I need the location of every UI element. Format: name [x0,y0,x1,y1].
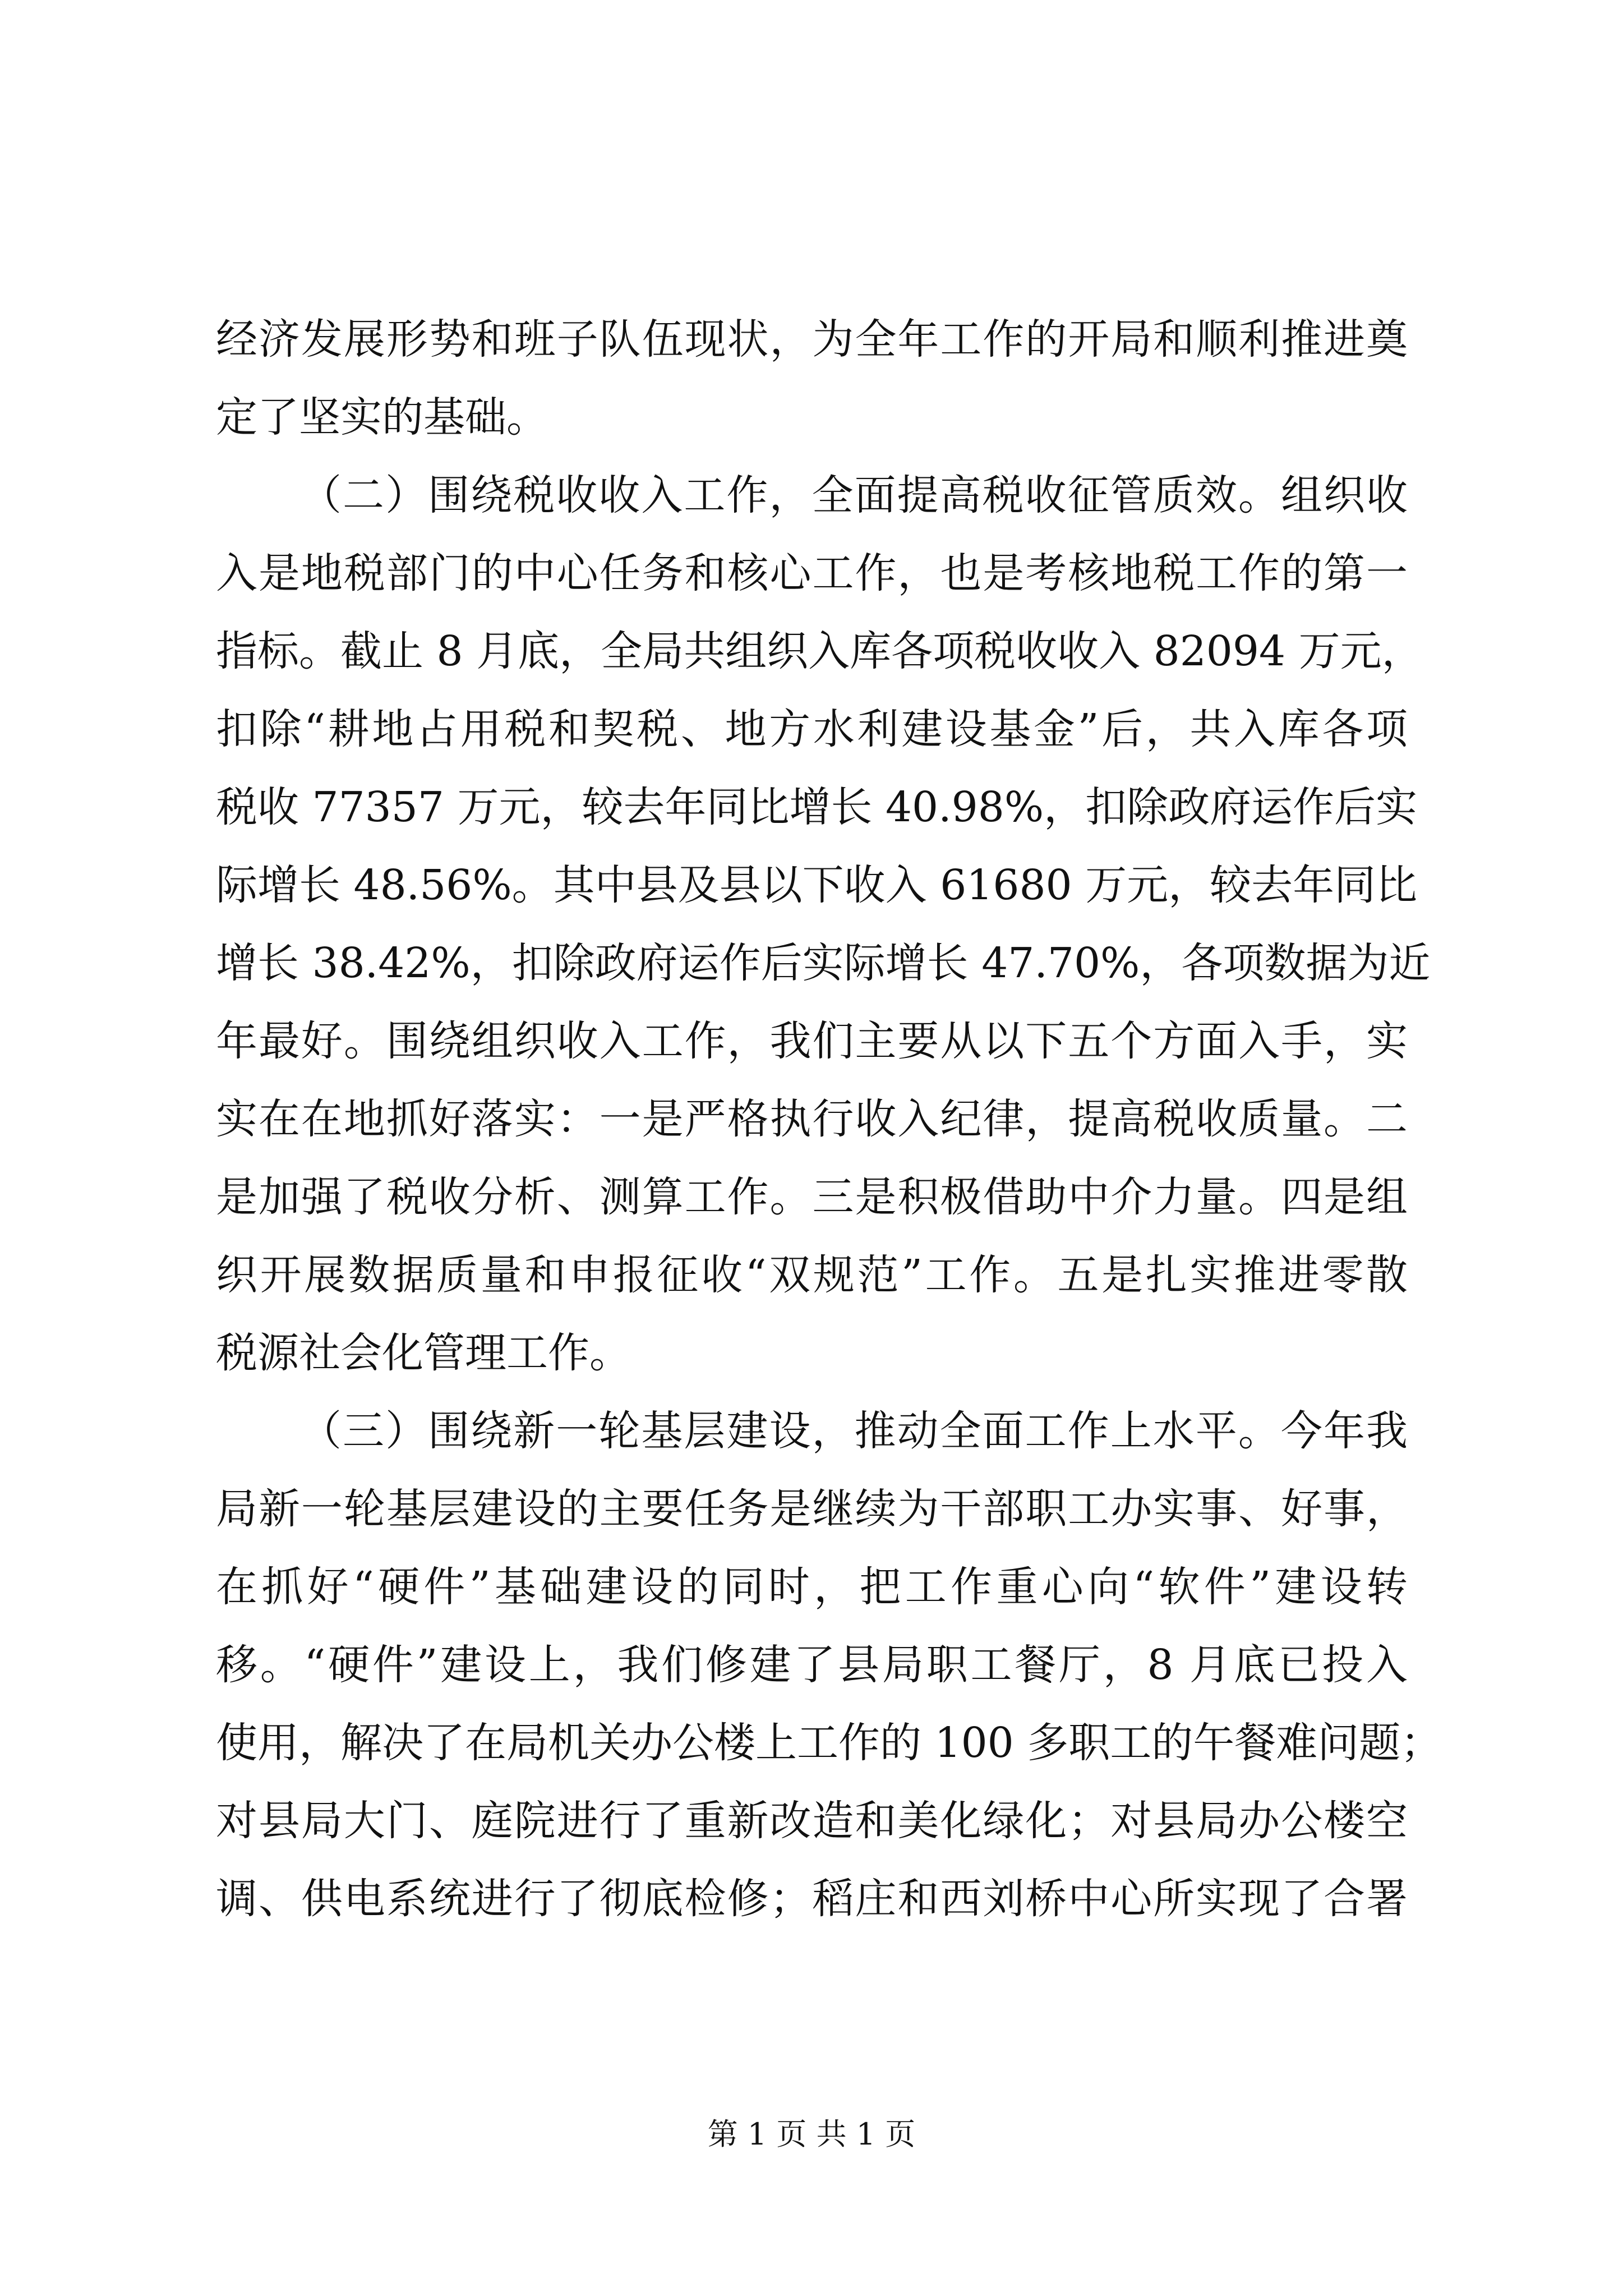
text-line-11: 实在在地抓好落实：一是严格执行收入纪律，提高税收质量。二 [216,1095,1408,1143]
text-line-7: 税收 77357 万元，较去年同比增长 40.98%，扣除政府运作后实 [216,783,1418,831]
section-heading-3: （三）围绕新一轮基层建设，推动全面工作上水平。今年我 [300,1407,1408,1455]
text-line-8: 际增长 48.56%。其中县及县以下收入 61680 万元，较去年同比 [216,861,1418,909]
text-line-20: 对县局大门、庭院进行了重新改造和美化绿化；对县局办公楼空 [216,1797,1408,1845]
text-line-17: 在抓好“硬件”基础建设的同时，把工作重心向“软件”建设转 [216,1563,1408,1611]
text-line-19: 使用，解决了在局机关办公楼上工作的 100 多职工的午餐难问题； [216,1719,1442,1767]
text-line-2: 定了坚实的基础。 [216,393,548,441]
text-line-18: 移。“硬件”建设上，我们修建了县局职工餐厅，8 月底已投入 [216,1641,1408,1689]
text-line-9: 增长 38.42%，扣除政府运作后实际增长 47.70%，各项数据为近 [216,939,1431,987]
text-line-5: 指标。截止 8 月底，全局共组织入库各项税收收入 82094 万元， [216,627,1423,675]
text-line-21: 调、供电系统进行了彻底检修；稻庄和西刘桥中心所实现了合署 [216,1875,1408,1923]
page-footer: 第 1 页 共 1 页 [707,2116,916,2152]
text-line-16: 局新一轮基层建设的主要任务是继续为干部职工办实事、好事， [216,1485,1408,1533]
text-line-6: 扣除“耕地占用税和契税、地方水利建设基金”后，共入库各项 [216,705,1408,753]
text-line-13: 织开展数据质量和申报征收“双规范”工作。五是扎实推进零散 [216,1251,1408,1299]
text-line-1: 经济发展形势和班子队伍现状，为全年工作的开局和顺利推进奠 [216,315,1408,364]
text-line-4: 入是地税部门的中心任务和核心工作，也是考核地税工作的第一 [216,549,1408,597]
text-line-10: 年最好。围绕组织收入工作，我们主要从以下五个方面入手，实 [216,1017,1408,1065]
text-line-14: 税源社会化管理工作。 [216,1329,631,1377]
text-line-12: 是加强了税收分析、测算工作。三是积极借助中介力量。四是组 [216,1173,1408,1221]
section-heading-2: （二）围绕税收收入工作，全面提高税收征管质效。组织收 [300,471,1408,519]
